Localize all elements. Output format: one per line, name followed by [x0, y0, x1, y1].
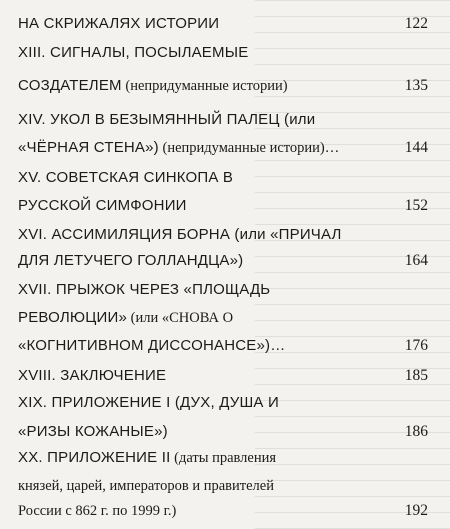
toc-entry-subtitle: (непридуманные истории)…	[158, 140, 340, 156]
toc-line	[18, 332, 450, 360]
toc-page-number: 192	[404, 502, 428, 519]
toc-line	[18, 247, 450, 275]
toc-entry-title: НА СКРИЖАЛЯХ ИСТОРИИ	[18, 15, 220, 32]
toc-line	[18, 389, 450, 417]
toc-line	[18, 304, 450, 332]
toc-page-number: 164	[404, 252, 428, 269]
toc-entry-title: XIII. СИГНАЛЫ, ПОСЫЛАЕМЫЕ	[18, 44, 249, 61]
toc-line	[18, 106, 450, 134]
toc-line	[18, 497, 450, 525]
toc-line	[18, 418, 450, 446]
toc-entry-subtitle: князей, царей, императоров и правителей	[18, 478, 274, 494]
toc-line	[18, 72, 450, 100]
toc-page-number: 152	[404, 197, 428, 214]
toc-entry-title: XIV. УКОЛ В БЕЗЫМЯННЫЙ ПАЛЕЦ (или	[18, 111, 316, 128]
toc-entry-subtitle: (непридуманные истории)	[121, 78, 288, 94]
toc-line	[18, 276, 450, 304]
toc-entry-title: «КОГНИТИВНОМ ДИССОНАНСЕ»)…	[18, 337, 286, 354]
toc-page-number: 186	[404, 423, 428, 440]
toc-entry-title: XIX. ПРИЛОЖЕНИЕ I (ДУХ, ДУША И	[18, 394, 279, 411]
toc-entry-title: «РИЗЫ КОЖАНЫЕ»)	[18, 423, 168, 440]
toc-entry-title: XVII. ПРЫЖОК ЧЕРЕЗ «ПЛОЩАДЬ	[18, 281, 271, 298]
toc-line	[18, 472, 450, 500]
toc-entry-subtitle: (или «СНОВА О	[127, 310, 234, 326]
toc-line	[18, 362, 450, 390]
toc-page-number: 144	[404, 139, 428, 156]
toc-entry-subtitle: России с 862 г. по 1999 г.)	[18, 503, 177, 519]
toc-line	[18, 39, 450, 67]
toc-page-number: 135	[404, 77, 428, 94]
toc-entry-title: ДЛЯ ЛЕТУЧЕГО ГОЛЛАНДЦА»)	[18, 252, 244, 269]
toc-entry-title: РУССКОЙ СИМФОНИИ	[18, 197, 187, 214]
toc-page-number: 185	[404, 367, 428, 384]
toc-entry-title: XV. СОВЕТСКАЯ СИНКОПА В	[18, 169, 234, 186]
toc-line	[18, 164, 450, 192]
toc-line	[18, 444, 450, 472]
toc-page-number: 176	[404, 337, 428, 354]
toc-line	[18, 134, 450, 162]
toc-page-number: 122	[404, 15, 428, 32]
toc-line	[18, 221, 450, 249]
toc-entry-title: XVI. АССИМИЛЯЦИЯ БОРНА (или «ПРИЧАЛ	[18, 226, 342, 243]
toc-entry-title: XVIII. ЗАКЛЮЧЕНИЕ	[18, 367, 167, 384]
toc-line	[18, 10, 450, 38]
toc-entry-subtitle: (даты правления	[170, 450, 277, 466]
toc-entry-title: СОЗДАТЕЛЕМ	[18, 77, 122, 94]
toc-line	[18, 192, 450, 220]
toc-entry-title: «ЧЁРНАЯ СТЕНА»)	[18, 139, 159, 156]
toc-entry-title: РЕВОЛЮЦИИ»	[18, 309, 128, 326]
toc-entry-title: XX. ПРИЛОЖЕНИЕ II	[18, 449, 171, 466]
